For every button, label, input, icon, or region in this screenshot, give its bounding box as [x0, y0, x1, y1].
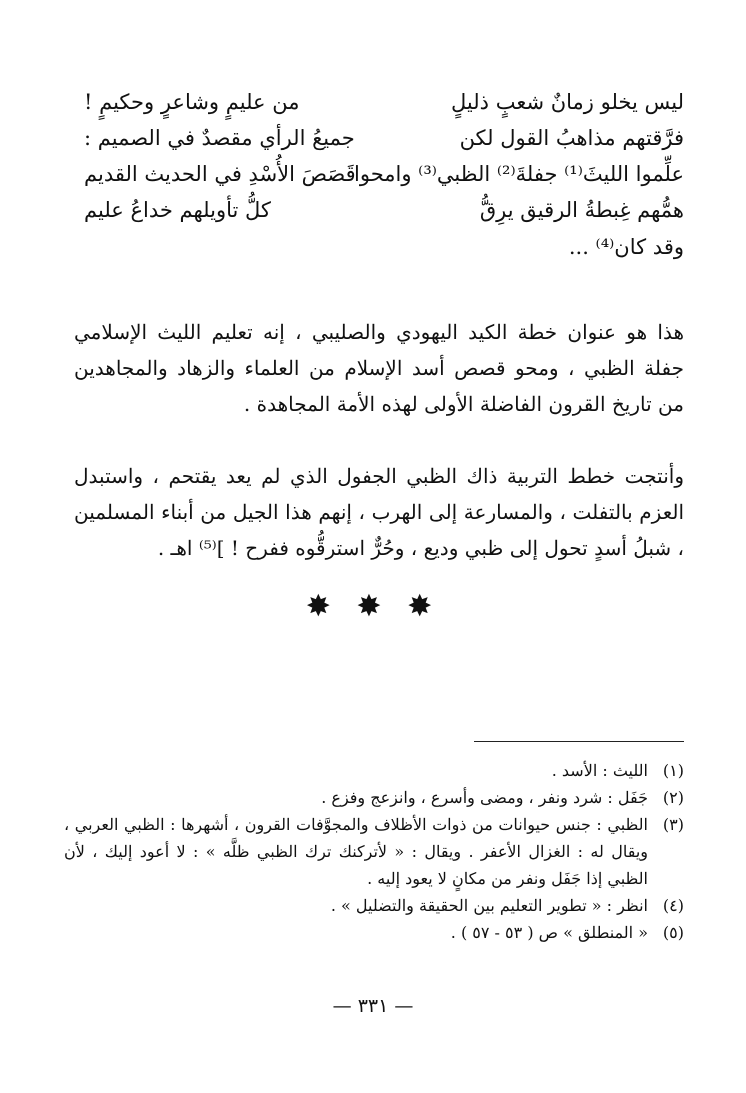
page-number: — ٣٣١ — — [332, 995, 414, 1017]
poem-tail: وقد كان⁽⁴⁾ ... — [568, 235, 684, 259]
verse-1-first-hemistich: ليس يخلو زمانٌ شعبٍ ذليلٍ — [451, 90, 684, 114]
footnote-number: (٤) — [662, 896, 684, 915]
footnote-3 — [64, 811, 684, 892]
footnote-number: (٣) — [662, 815, 684, 834]
footnote-text: انظر : « تطوير التعليم بين الحقيقة والتضليل » . — [330, 896, 648, 915]
footnote-4 — [64, 892, 684, 919]
verse-4-first-hemistich: همُّهم غِبطةُ الرقيق يرِقُّ — [479, 198, 684, 222]
footnote-5 — [64, 919, 684, 946]
verse-1 — [84, 84, 684, 120]
verse-4-second-hemistich: كلُّ تأويلهم خداعُ عليم — [84, 198, 271, 222]
body-paragraph-2: وأنتجت خطط التربية ذاك الظبي الجفول الذي لم يعد يقتحم ، واستبدل العزم بالتفلت ، والمسارعة إلى الهرب ، إنهم هذا الجيل من أبناء المسلمين ، شبلُ أسدٍ تحول إلى ظبي وديع ، وحُرٌّ استرقُّوه ففرح ! ]⁽⁵⁾ اهـ . — [74, 464, 684, 560]
poem-block — [84, 84, 684, 266]
footnote-number: (١) — [662, 761, 684, 780]
footnote-text: جَفَل : شرد ونفر ، ومضى وأسرع ، وانزعج وفزع . — [321, 788, 648, 807]
verse-2 — [84, 120, 684, 156]
footnotes — [64, 757, 684, 946]
footnote-2 — [64, 784, 684, 811]
verse-3 — [84, 156, 684, 192]
verse-1-second-hemistich: من عليمٍ وشاعرٍ وحكيمٍ ! — [84, 90, 300, 114]
verse-4 — [84, 192, 684, 228]
footnote-text: الظبي : جنس حيوانات من ذوات الأظلاف والمجوَّفات القرون ، أشهرها : الظبي العربي ، ويقال له : الغزال الأعفر . ويقال : « لأتركنك ترك الظبي ظلَّه » : لا أعود إليك ، لأن الظبي إذا جَفَل ونفر من مكانٍ لا يعود إليه . — [64, 815, 648, 888]
footnote-number: (٢) — [662, 788, 684, 807]
verse-3-first-hemistich: علِّموا الليثَ⁽¹⁾ جفلةَ⁽²⁾ الظبي⁽³⁾ وامحوا — [354, 162, 684, 186]
section-ornament: ✸ ✸ ✸ — [305, 589, 441, 624]
footnote-text: « المنطلق » ص ( ٥٣ - ٥٧ ) . — [450, 923, 648, 942]
footnote-rule — [474, 741, 684, 742]
verse-3-second-hemistich: قَصَصَ الأُسْدِ في الحديث القديم — [84, 162, 356, 186]
footnote-1 — [64, 757, 684, 784]
verse-2-second-hemistich: جميعُ الرأي مقصدٌ في الصميم : — [84, 126, 355, 150]
footnote-text: الليث : الأسد . — [551, 761, 648, 780]
verse-2-first-hemistich: فرَّقتهم مذاهبُ القول لكن — [459, 126, 684, 150]
body-paragraph-1: هذا هو عنوان خطة الكيد اليهودي والصليبي ، إنه تعليم الليث الإسلامي جفلة الظبي ، ومحو قصص أسد الإسلام من العلماء والزهاد والمجاهدين من تاريخ القرون الفاضلة الأولى لهذه الأمة المجاهدة . — [74, 320, 684, 416]
footnote-number: (٥) — [662, 923, 684, 942]
